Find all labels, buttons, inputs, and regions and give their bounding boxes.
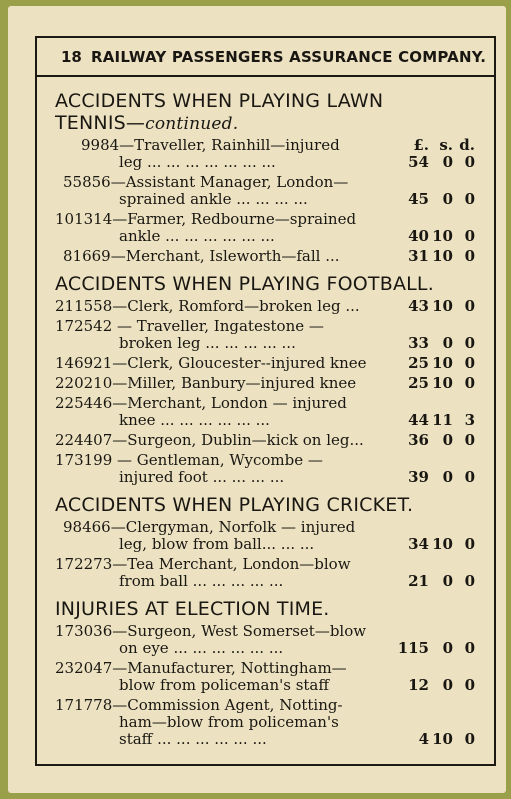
claim-amount xyxy=(393,536,475,553)
entry-line: 225446—Merchant, London — injured xyxy=(55,395,347,412)
claim-amount xyxy=(393,469,475,486)
entry-line: sprained ankle ... ... ... ... xyxy=(119,191,308,208)
claim-amount xyxy=(393,335,475,352)
shillings: 11 xyxy=(432,411,453,429)
claim-amount xyxy=(393,640,475,657)
claim-amount xyxy=(393,573,475,590)
shillings: 10 xyxy=(432,354,453,372)
section-title: ACCIDENTS WHEN PLAYING FOOTBALL. xyxy=(55,273,434,295)
pence: 0 xyxy=(464,297,475,315)
shillings: 10 xyxy=(432,374,453,392)
claim-entry xyxy=(55,375,475,392)
pence: 0 xyxy=(464,431,475,449)
shillings: 10 xyxy=(432,227,453,245)
pence: 0 xyxy=(464,354,475,372)
claim-amount xyxy=(393,412,475,429)
pence: 0 xyxy=(464,535,475,553)
pounds: 25 xyxy=(408,374,429,392)
claim-entry xyxy=(55,519,475,553)
claim-entry xyxy=(55,395,475,429)
pence: 0 xyxy=(464,334,475,352)
pence: 0 xyxy=(464,572,475,590)
shillings: 10 xyxy=(432,535,453,553)
pence: 0 xyxy=(464,153,475,171)
claim-amount xyxy=(393,375,475,392)
entry-line: 101314—Farmer, Redbourne—sprained xyxy=(55,211,357,228)
entry-line: leg, blow from ball... ... ... xyxy=(119,536,315,553)
claim-amount xyxy=(393,731,475,748)
entry-line: blow from policeman's staff xyxy=(119,677,330,694)
entry-line: 146921—Clerk, Gloucester--injured knee xyxy=(55,355,367,372)
pounds: 4 xyxy=(418,730,429,748)
section-title-continued xyxy=(55,112,475,135)
entry-line: 98466—Clergyman, Norfolk — injured xyxy=(63,519,356,536)
shillings: 0 xyxy=(442,572,453,590)
entry-line: broken leg ... ... ... ... ... xyxy=(119,335,296,352)
shillings: 10 xyxy=(432,730,453,748)
pounds: 45 xyxy=(408,190,429,208)
section-title: INJURIES AT ELECTION TIME. xyxy=(55,598,330,620)
currency-header xyxy=(393,137,475,154)
claim-entry xyxy=(55,660,475,694)
shillings: 0 xyxy=(442,468,453,486)
shillings: 10 xyxy=(432,247,453,265)
claim-entry xyxy=(55,137,475,171)
section-cricket xyxy=(55,494,475,590)
entry-line: 173199 — Gentleman, Wycombe — xyxy=(55,452,323,469)
claim-entry xyxy=(55,432,475,449)
entry-line: 171778—Commission Agent, Notting- xyxy=(55,697,343,714)
claim-amount xyxy=(393,677,475,694)
claim-amount xyxy=(393,248,475,265)
pounds: 36 xyxy=(408,431,429,449)
claim-entry xyxy=(55,355,475,372)
page-frame xyxy=(35,36,496,766)
claim-entry xyxy=(55,248,475,265)
running-header xyxy=(37,38,494,77)
pounds: 31 xyxy=(408,247,429,265)
entry-line: staff ... ... ... ... ... ... xyxy=(119,731,267,748)
entry-line: 172542 — Traveller, Ingatestone — xyxy=(55,318,324,335)
section-title: ACCIDENTS WHEN PLAYING LAWN xyxy=(55,90,384,112)
shillings: 0 xyxy=(442,153,453,171)
pence: 0 xyxy=(464,468,475,486)
shillings: 0 xyxy=(442,676,453,694)
claim-entry xyxy=(55,298,475,315)
pence-header: d. xyxy=(459,136,475,154)
pounds: 34 xyxy=(408,535,429,553)
page-number: 18 xyxy=(61,47,82,66)
entry-line: 172273—Tea Merchant, London—blow xyxy=(55,556,351,573)
continued-label: continued. xyxy=(145,114,239,134)
entry-line: from ball ... ... ... ... ... xyxy=(119,573,284,590)
claim-amount xyxy=(393,154,475,171)
pounds: 21 xyxy=(408,572,429,590)
claim-amount xyxy=(393,228,475,245)
pounds-header: £. xyxy=(413,136,429,154)
pounds: 40 xyxy=(408,227,429,245)
entry-line: 81669—Merchant, Isleworth—fall ... xyxy=(63,248,340,265)
pence: 0 xyxy=(464,227,475,245)
section-election xyxy=(55,598,475,748)
entry-line: injured foot ... ... ... ... xyxy=(119,469,285,486)
pence: 0 xyxy=(464,374,475,392)
page-content xyxy=(55,90,475,748)
claim-amount xyxy=(393,191,475,208)
claim-entry xyxy=(55,318,475,352)
pence: 0 xyxy=(464,639,475,657)
claim-entry xyxy=(55,623,475,657)
claim-entry xyxy=(55,452,475,486)
section-football xyxy=(55,273,475,486)
shillings: 0 xyxy=(442,431,453,449)
pence: 0 xyxy=(464,247,475,265)
shillings-header: s. xyxy=(439,136,453,154)
shillings: 0 xyxy=(442,190,453,208)
claim-entry xyxy=(55,697,475,748)
section-title-line2: TENNIS— xyxy=(55,112,146,134)
shillings: 10 xyxy=(432,297,453,315)
running-title: RAILWAY PASSENGERS ASSURANCE COMPANY. xyxy=(91,47,487,66)
entry-line: knee ... ... ... ... ... ... xyxy=(119,412,270,429)
entry-line: 211558—Clerk, Romford—broken leg ... xyxy=(55,298,360,315)
pounds: 33 xyxy=(408,334,429,352)
pence: 0 xyxy=(464,676,475,694)
book-page xyxy=(8,6,506,793)
entry-line: leg ... ... ... ... ... ... ... xyxy=(119,154,276,171)
section-title: ACCIDENTS WHEN PLAYING CRICKET. xyxy=(55,494,414,516)
claim-entry xyxy=(55,556,475,590)
shillings: 0 xyxy=(442,334,453,352)
pounds: 115 xyxy=(397,639,429,657)
entry-line: 224407—Surgeon, Dublin—kick on leg... xyxy=(55,432,364,449)
entry-line: ankle ... ... ... ... ... ... xyxy=(119,228,275,245)
pence: 0 xyxy=(464,190,475,208)
shillings: 0 xyxy=(442,639,453,657)
entry-line: 232047—Manufacturer, Nottingham— xyxy=(55,660,347,677)
pounds: 43 xyxy=(408,297,429,315)
claim-amount xyxy=(393,432,475,449)
entry-line: 55856—Assistant Manager, London— xyxy=(63,174,349,191)
pounds: 25 xyxy=(408,354,429,372)
pounds: 39 xyxy=(408,468,429,486)
entry-line: 9984—Traveller, Rainhill—injured xyxy=(81,137,340,154)
claim-entry xyxy=(55,211,475,245)
pounds: 54 xyxy=(408,153,429,171)
pence: 3 xyxy=(464,411,475,429)
entry-line: 173036—Surgeon, West Somerset—blow xyxy=(55,623,367,640)
entry-line: ham—blow from policeman's xyxy=(119,714,339,731)
claim-amount xyxy=(393,355,475,372)
entry-line: 220210—Miller, Banbury—injured knee xyxy=(55,375,357,392)
section-lawn-tennis xyxy=(55,90,475,265)
pounds: 12 xyxy=(408,676,429,694)
pounds: 44 xyxy=(408,411,429,429)
claim-entry xyxy=(55,174,475,208)
claim-amount xyxy=(393,298,475,315)
pence: 0 xyxy=(464,730,475,748)
entry-line: on eye ... ... ... ... ... ... xyxy=(119,640,284,657)
